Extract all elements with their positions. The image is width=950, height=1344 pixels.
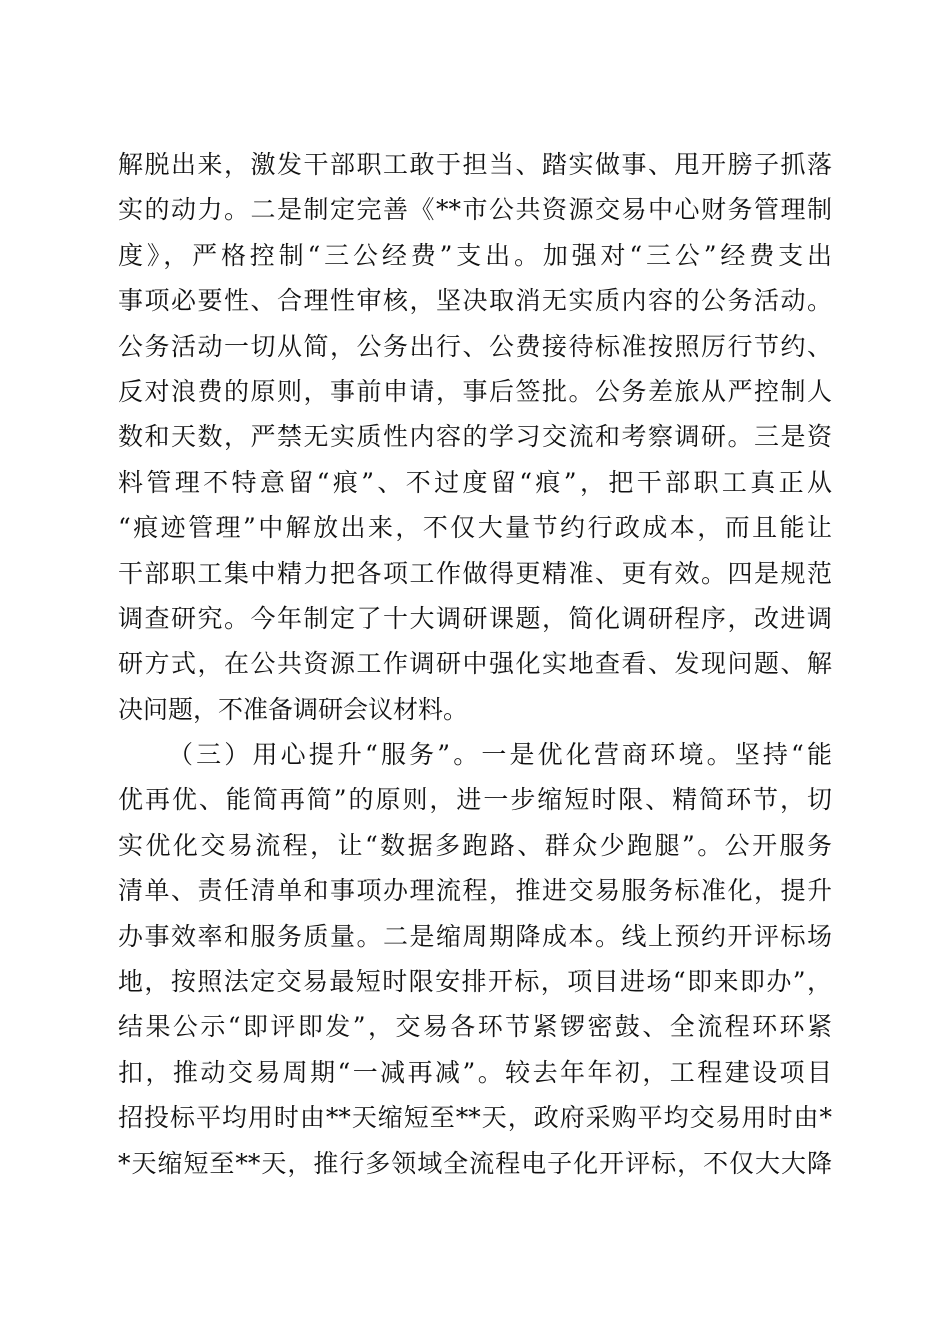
- text-line: 解脱出来，激发干部职工敢于担当、踏实做事、甩开膀子抓落: [118, 150, 832, 179]
- text-line: 调查研究。今年制定了十大调研课题，简化调研程序，改进调: [118, 603, 832, 633]
- text-line: 公务活动一切从简，公务出行、公费接待标准按照厉行节约、: [118, 331, 832, 361]
- text-line: 地，按照法定交易最短时限安排开标，项目进场“即来即办”，: [118, 967, 832, 997]
- text-line: 度》，严格控制“三公经费”支出。加强对“三公”经费支出: [118, 240, 832, 270]
- section-heading-line: （三）用心提升“服务”。一是优化营商环境。坚持“能: [168, 740, 832, 770]
- text-line: 研方式，在公共资源工作调研中强化实地查看、发现问题、解: [118, 649, 832, 679]
- body-text: [118, 142, 832, 1186]
- text-line: 干部职工集中精力把各项工作做得更精准、更有效。四是规范: [118, 558, 832, 588]
- text-line: 实优化交易流程，让“数据多跑路、群众少跑腿”。公开服务: [118, 830, 832, 860]
- text-line: 料管理不特意留“痕”、不过度留“痕”，把干部职工真正从: [118, 467, 832, 497]
- text-line: *天缩短至**天，推行多领域全流程电子化开评标，不仅大大降: [118, 1148, 832, 1178]
- paragraph-end-line: 决问题，不准备调研会议材料。: [118, 694, 469, 724]
- text-line: 扣，推动交易周期“一减再减”。较去年年初，工程建设项目: [118, 1057, 832, 1087]
- text-line: 办事效率和服务质量。二是缩周期降成本。线上预约开评标场: [118, 921, 832, 951]
- text-line: 实的动力。二是制定完善《**市公共资源交易中心财务管理制: [118, 195, 832, 225]
- text-line: 清单、责任清单和事项办理流程，推进交易服务标准化，提升: [118, 876, 832, 906]
- text-line: “痕迹管理”中解放出来，不仅大量节约行政成本，而且能让: [118, 513, 832, 543]
- text-line: 数和天数，严禁无实质性内容的学习交流和考察调研。三是资: [118, 422, 832, 452]
- text-line: 招投标平均用时由**天缩短至**天，政府采购平均交易用时由*: [118, 1103, 832, 1133]
- text-line: 反对浪费的原则，事前申请，事后签批。公务差旅从严控制人: [118, 376, 832, 406]
- text-line: 结果公示“即评即发”，交易各环节紧锣密鼓、全流程环环紧: [118, 1012, 832, 1042]
- text-line: 优再优、能简再简”的原则，进一步缩短时限、精简环节，切: [118, 785, 832, 815]
- text-line: 事项必要性、合理性审核，坚决取消无实质内容的公务活动。: [118, 286, 832, 316]
